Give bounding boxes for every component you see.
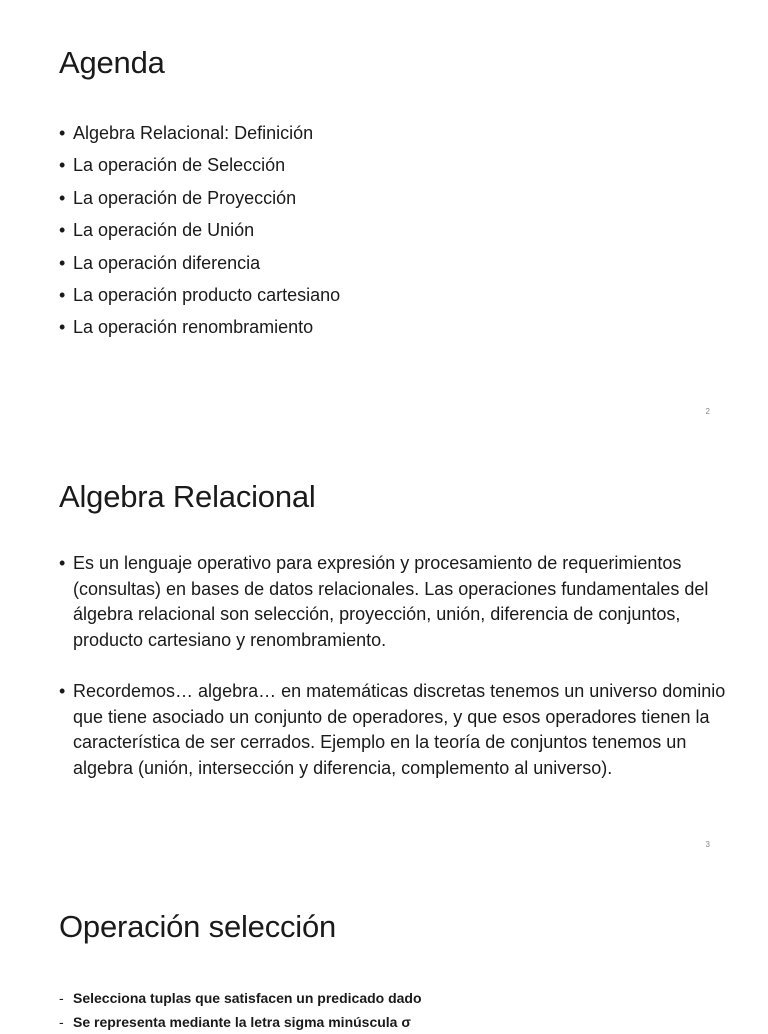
list-item: • Algebra Relacional: Definición bbox=[59, 117, 728, 149]
bullet-icon: • bbox=[59, 317, 66, 338]
list-item: • La operación de Unión bbox=[59, 214, 728, 246]
bullet-icon: • bbox=[59, 285, 66, 306]
dash-icon: - bbox=[59, 1014, 64, 1030]
list-item: • La operación diferencia bbox=[59, 247, 728, 279]
bullet-icon: • bbox=[59, 252, 66, 273]
bullet-icon: • bbox=[59, 187, 66, 208]
bullet-list bbox=[59, 117, 728, 344]
slide-title: Algebra Relacional bbox=[59, 479, 316, 514]
list-item: - Se representa mediante la letra sigma minúscula σ bbox=[59, 1010, 728, 1034]
page-number: 3 bbox=[705, 840, 710, 849]
list-item: • La operación de Proyección bbox=[59, 182, 728, 214]
list-item: - Selecciona tuplas que satisfacen un predicado dado bbox=[59, 986, 728, 1010]
list-item: • Es un lenguaje operativo para expresión y procesamiento de requerimientos (consultas) en bases de datos relacionales. Las operaciones fundamentales del álgebra relacional son selección, proyección, unión, diferencia de conjuntos, producto cartesiano y renombramiento. bbox=[59, 553, 709, 650]
bullet-icon: • bbox=[59, 681, 66, 701]
slide-title: Operación selección bbox=[59, 909, 337, 944]
bullet-icon: • bbox=[59, 553, 66, 573]
slide-algebra-relacional bbox=[0, 432, 768, 864]
dash-list bbox=[59, 986, 728, 1034]
bullet-icon: • bbox=[59, 123, 66, 143]
dash-icon: - bbox=[59, 990, 64, 1006]
bullet-icon: • bbox=[59, 155, 66, 176]
list-item: • Recordemos… algebra… en matemáticas discretas tenemos un universo dominio que tiene asociado un conjunto de operadores, y que esos operadores tienen la característica de ser cerrados. Ejemplo en la teoría de conjuntos tenemos un algebra (unión, intersección y diferencia, complemento al universo). bbox=[59, 681, 726, 778]
list-item: • La operación de Selección bbox=[59, 149, 728, 181]
bullet-icon: • bbox=[59, 220, 66, 241]
slide-title: Agenda bbox=[59, 45, 165, 80]
slide-agenda bbox=[0, 0, 768, 432]
page-number: 2 bbox=[705, 407, 710, 416]
list-item: • La operación renombramiento bbox=[59, 311, 728, 343]
list-item: • La operación producto cartesiano bbox=[59, 279, 728, 311]
bullet-list bbox=[59, 551, 728, 807]
slide-operacion-seleccion bbox=[0, 864, 768, 1030]
